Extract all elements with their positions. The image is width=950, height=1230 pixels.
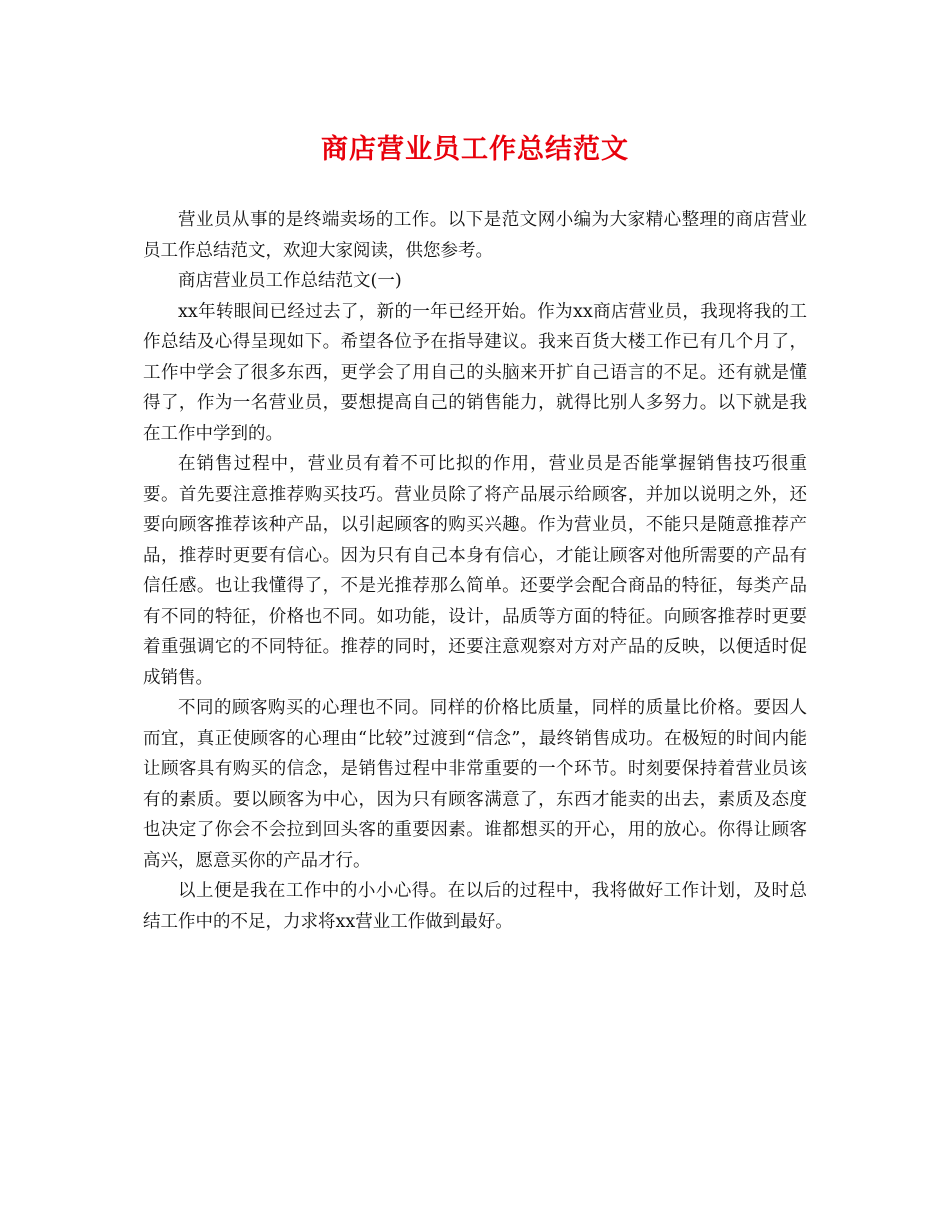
- paragraph-intro: 营业员从事的是终端卖场的工作。以下是范文网小编为大家精心整理的商店营业员工作总结范文，欢迎大家阅读，供您参考。: [143, 210, 807, 261]
- paragraph: 不同的顾客购买的心理也不同。同样的价格比质量，同样的质量比价格。要因人而宜，真正使顾客的心理由“比较”过渡到“信念”，最终销售成功。在极短的时间内能让顾客具有购买的信念，是销售过程中非常重要的一个环节。时刻要保持着营业员该有的素质。要以顾客为中心，因为只有顾客满意了，东西才能卖的出去，素质及态度也决定了你会不会拉到回头客的重要因素。谁都想买的开心，用的放心。你得让顾客高兴，愿意买你的产品才行。: [143, 698, 807, 871]
- paragraph: 在销售过程中，营业员有着不可比拟的作用，营业员是否能掌握销售技巧很重要。首先要注意推荐购买技巧。营业员除了将产品展示给顾客，并加以说明之外，还要向顾客推荐该种产品，以引起顾客的购买兴趣。作为营业员，不能只是随意推荐产品，推荐时更要有信心。因为只有自己本身有信心，才能让顾客对他所需要的产品有信任感。也让我懂得了，不是光推荐那么简单。还要学会配合商品的特征，每类产品有不同的特征，价格也不同。如功能，设计，品质等方面的特征。向顾客推荐时更要着重强调它的不同特征。推荐的同时，还要注意观察对方对产品的反映，以便适时促成销售。: [143, 454, 807, 688]
- document-title: 商店营业员工作总结范文: [321, 134, 629, 165]
- paragraph-conclusion: 以上便是我在工作中的小小心得。在以后的过程中，我将做好工作计划，及时总结工作中的不足，力求将xx营业工作做到最好。: [143, 881, 807, 932]
- section-heading: 商店营业员工作总结范文(一): [178, 271, 402, 291]
- paragraph: xx年转眼间已经过去了，新的一年已经开始。作为xx商店营业员，我现将我的工作总结及心得呈现如下。希望各位予在指导建议。我来百货大楼工作已有几个月了，工作中学会了很多东西，更学会了用自己的头脑来开扩自己语言的不足。还有就是懂得了，作为一名营业员，要想提高自己的销售能力，就得比别人多努力。以下就是我在工作中学到的。: [143, 301, 807, 444]
- document-body: [143, 205, 807, 937]
